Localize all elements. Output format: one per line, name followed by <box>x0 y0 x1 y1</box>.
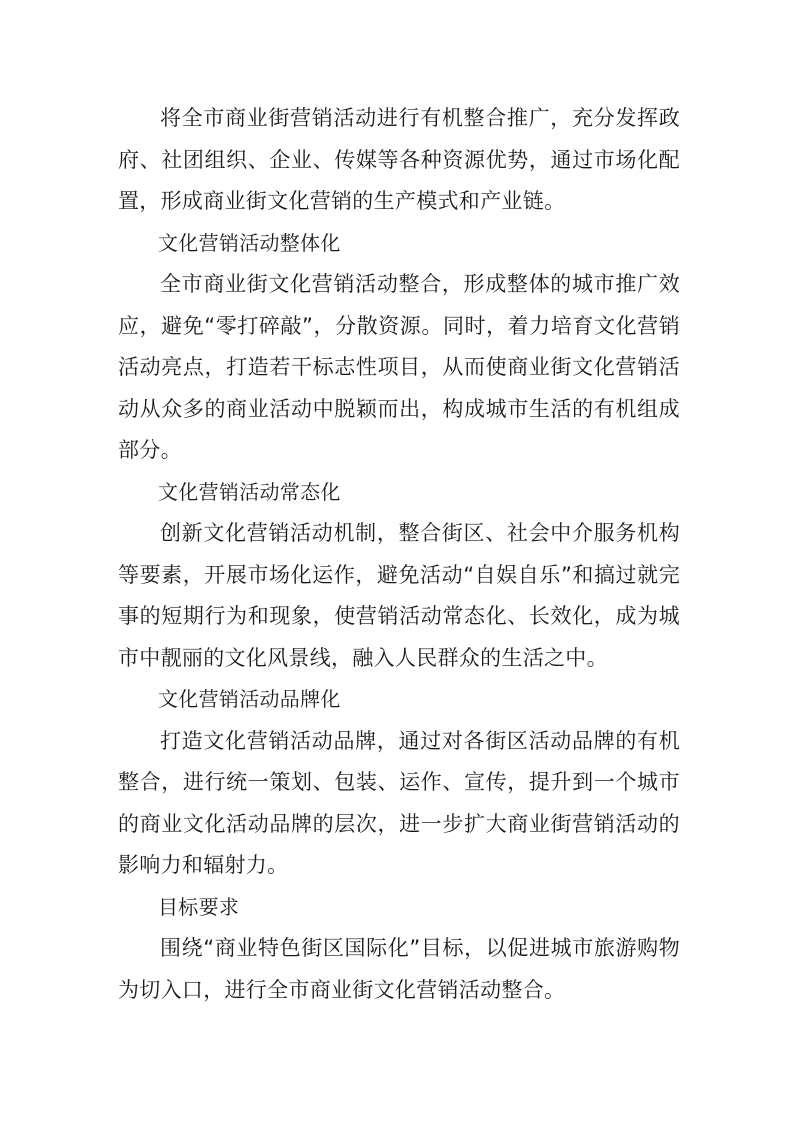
paragraph-goals: 围绕“商业特色街区国际化”目标，以促进城市旅游购物为切入口，进行全市商业街文化营销活动整合。 <box>118 936 680 1002</box>
heading-goals: 目标要求 <box>158 894 240 919</box>
heading-integration: 文化营销活动整体化 <box>158 230 341 255</box>
paragraph-normalization: 创新文化营销活动机制，整合街区、社会中介服务机构等要素，开展市场化运作，避免活动“自娱自乐”和搞过就完事的短期行为和现象，使营销活动常态化、长效化，成为城市中靓丽的文化风景线，融入人民群众的生活之中。 <box>118 521 680 670</box>
document-body <box>118 98 680 1011</box>
heading-branding: 文化营销活动品牌化 <box>158 687 341 711</box>
paragraph-branding: 打造文化营销活动品牌，通过对各街区活动品牌的有机整合，进行统一策划、包装、运作、宣传，提升到一个城市的商业文化活动品牌的层次，进一步扩大商业街营销活动的影响力和辐射力。 <box>118 728 680 877</box>
heading-normalization: 文化营销活动常态化 <box>158 479 341 504</box>
paragraph-intro: 将全市商业街营销活动进行有机整合推广，充分发挥政府、社团组织、企业、传媒等各种资源优势，通过市场化配置，形成商业街文化营销的生产模式和产业链。 <box>118 106 680 213</box>
paragraph-integration: 全市商业街文化营销活动整合，形成整体的城市推广效应，避免“零打碎敲”，分散资源。同时，着力培育文化营销活动亮点，打造若干标志性项目，从而使商业街文化营销活动从众多的商业活动中脱颖而出，构成城市生活的有机组成部分。 <box>118 272 680 462</box>
